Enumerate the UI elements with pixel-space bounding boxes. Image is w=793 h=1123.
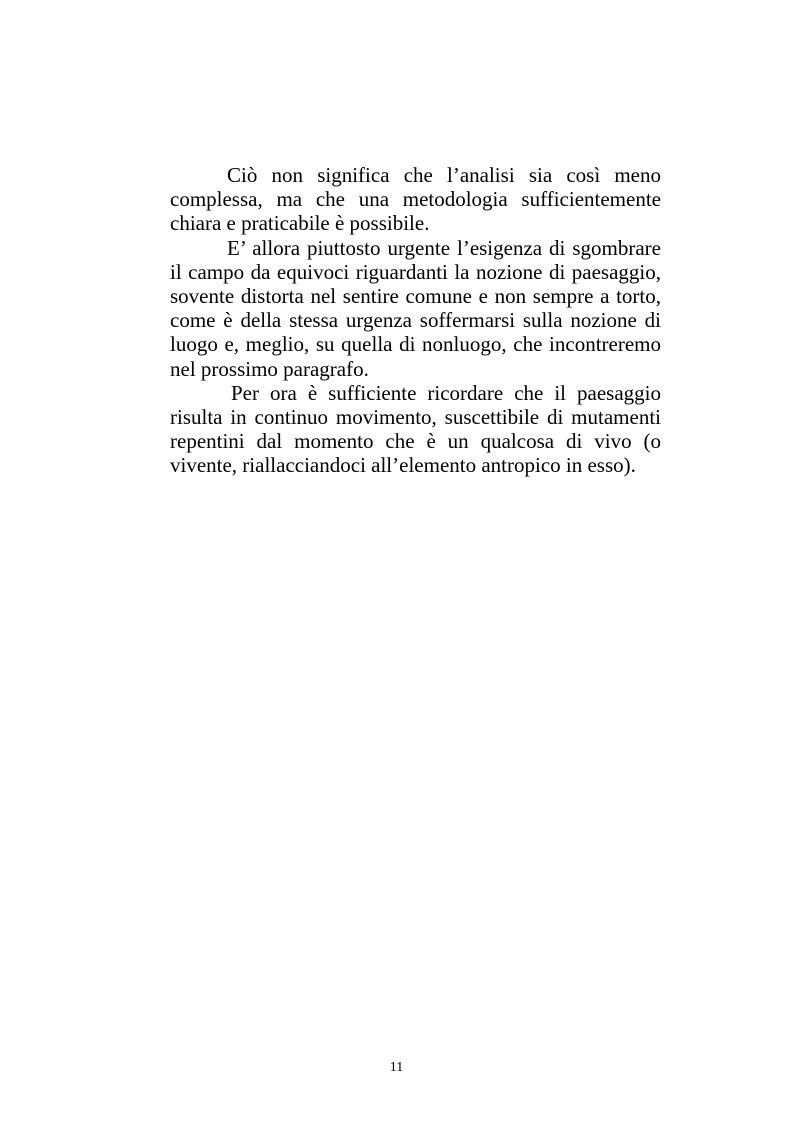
- paragraph-2: E’ allora piuttosto urgente l’esigenza di sgombrare il campo da equivoci riguardanti la nozione di paesaggio, sovente distorta nel sentire comune e non sempre a torto, come è della stessa urgenza soffermarsi sulla nozione di luogo e, meglio, su quella di nonluogo, che incontreremo nel prossimo paragrafo.: [170, 235, 661, 381]
- paragraph-3: Per ora è sufficiente ricordare che il paesaggio risulta in continuo movimento, suscettibile di mutamenti repentini dal momento che è un qualcosa di vivo (o vivente, riallacciandoci all’elemento antropico in esso).: [170, 380, 661, 478]
- body-text: [170, 163, 661, 478]
- paragraph-1: Ciò non significa che l’analisi sia così meno complessa, ma che una metodologia sufficientemente chiara e praticabile è possibile.: [170, 163, 661, 236]
- page-number: 11: [389, 1060, 404, 1075]
